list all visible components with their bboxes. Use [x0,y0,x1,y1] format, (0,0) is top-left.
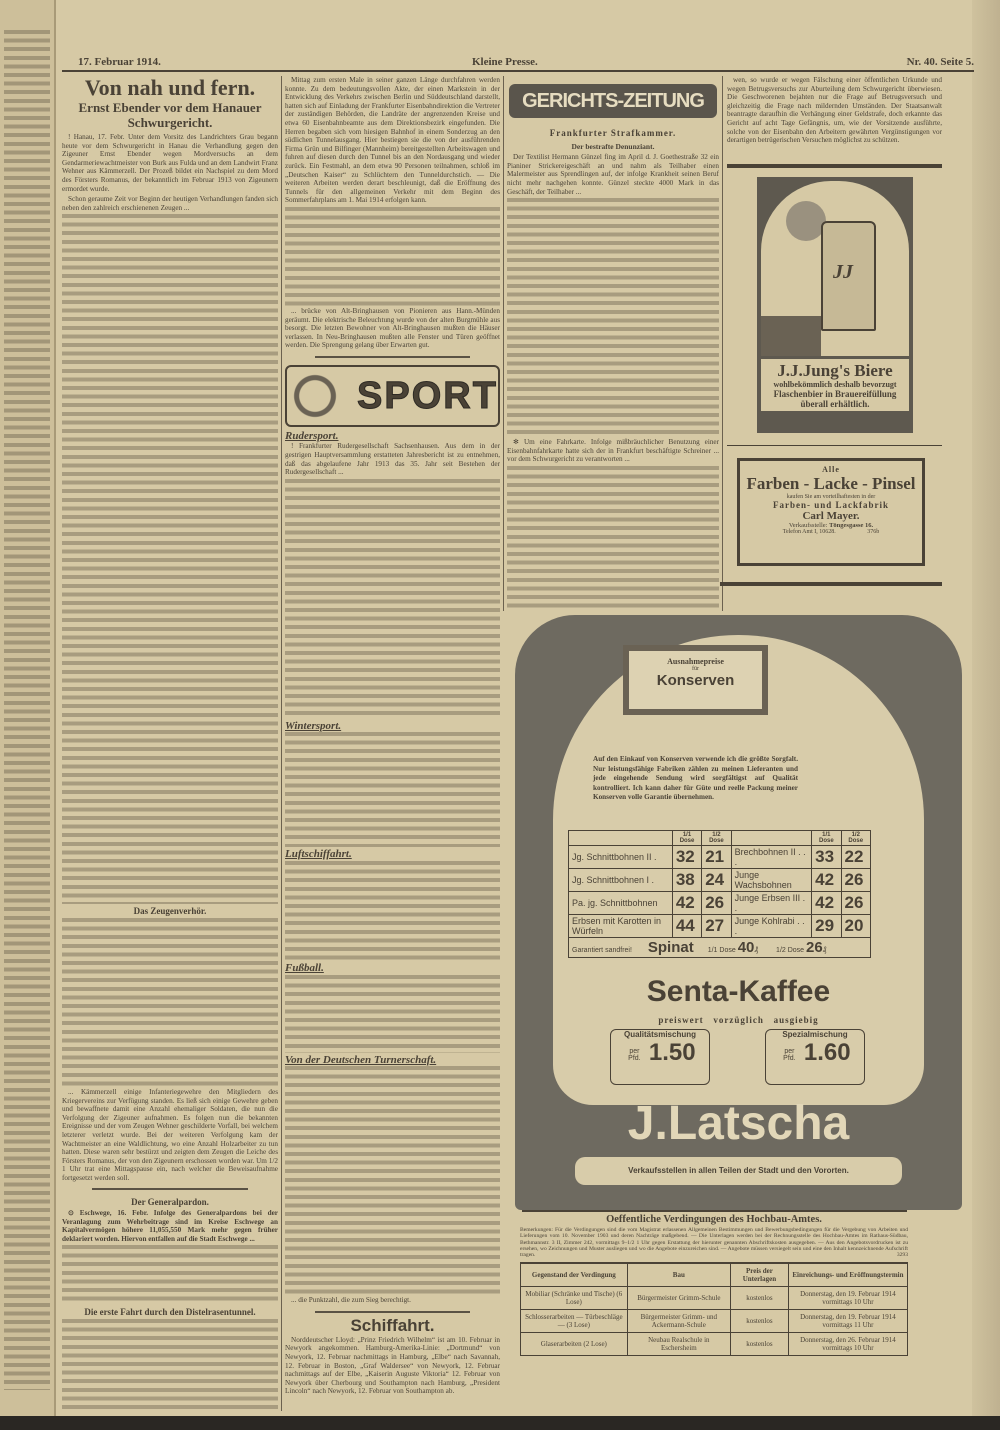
ad-address: Töngesgasse 16. [829,522,874,529]
product-name: Brechbohnen II . . . [731,846,812,869]
article-subhead: Das Zeugenverhör. [133,906,207,917]
carl-mayer-ad [737,458,925,566]
table-cell: Bürgermeister Grimm-Schule [627,1287,730,1310]
ad-line: Farben- und Lackfabrik [772,500,890,510]
article-paragraph: Der Textilist Hermann Günzel fing im April d. J. Goethestraße 32 ein Pianiner Strickereigeschäft an und nahm als Teilhaber einen Malermeister aus Sprendlingen auf, der infolge Krankheit seinen Beruf nicht mehr nachgehen konnte. Günzel steckte 4000 Mark in das Geschäft, der Teilhaber ... [507,153,719,196]
sign-line: für [692,666,699,672]
article-title: Der Generalpardon. [131,1197,209,1208]
price-full: 33 [812,846,841,869]
spinat-price-full: 40 [737,939,755,956]
table-cell: Donnerstag, den 26. Februar 1914 vormittags 10 Uhr [788,1333,907,1356]
column-1 [62,76,278,1411]
coffee-price: 1.50 [648,1039,696,1066]
ad-phone: Telefon Amt I, 10628. [782,529,836,535]
price-half: 24 [702,869,731,892]
article-paragraph: Schon geraume Zeit vor Beginn der heutigen Verhandlungen fanden sich neben den zahlreich erschienenen Zeugen ... [62,195,278,212]
section-luftschiffahrt: Luftschiffahrt. [285,848,352,861]
konserven-price-table [568,830,871,958]
verdingungen-section [520,1214,908,1356]
product-name: Junge Erbsen III . . [731,892,812,915]
table-header: Einreichungs- und Eröffnungstermin [788,1263,907,1287]
table-row [521,1287,908,1310]
section-rudersport: Rudersport. [285,429,339,442]
article-title: Die erste Fahrt durch den Distelrasentunnel. [84,1307,256,1318]
table-row [521,1310,908,1333]
spinat-note: Garantiert sandfrei! [572,947,632,954]
column-3 [507,80,719,610]
latscha-footer: Verkaufsstellen in allen Teilen der Stadt und den Vororten. [575,1157,902,1185]
coffee-unit: per Pfd. [783,1048,796,1062]
price-full: 32 [672,846,701,869]
article-paragraph: ... brücke von Alt-Bringhausen von Pionieren aus Hann.-Münden geräumt. Die elektrische Beleuchtung wurde von der alten Burgmühle aus besorgt. Die letzten Bewohner von Alt-Bringhausen mußten die Häuser verlassen. In Neu-Bringhausen mußten alle Fenster und Türen geöffnet werden. Die Sprengung gelang über Erwarten gut. [285,306,500,350]
jung-beer-ad [757,177,913,433]
table-header: Bau [627,1263,730,1287]
article-paragraph: ... die Punktzahl, die zum Sieg berechtigt. [291,1296,411,1305]
page-edge [972,0,1000,1430]
article-paragraph: wen, so wurde er wegen Fälschung einer öffentlichen Urkunde und wegen Betrugsversuchs zur Aburteilung dem Schwurgericht überwiesen. Die Geschworenen bejahten nur die Frage auf Betrugsversuch und gleichzeitig die Frage nach mildernden Umständen. Der Staatsanwalt beantragte daraufhin die Verhängung einer Geldstrafe, doch erkannte das Gericht auf acht Tage Gefängnis, um, wie der Vorsitzende ausführte, solche von der Eisenbahn den Arbeitern gewährten Vergünstigungen vor derartigen betrügerischen Versuchen möglichst zu schützen. [727,76,942,145]
ad-code: 376b [867,529,880,535]
sign-main: Konserven [656,672,735,689]
coffee-price-box [765,1029,865,1085]
col-full: 1/1 Dose [672,831,701,846]
latscha-ad [515,615,962,1210]
price-full: 29 [812,915,841,938]
price-half: 26 [841,892,870,915]
spinat-label: Spinat [647,939,694,956]
price-half: 21 [702,846,731,869]
table-cell: Mobiliar (Schränke und Tische) (6 Lose) [521,1287,628,1310]
spinat-unit: 1/1 Dose [707,947,736,954]
ad-line: wohlbekömmlich deshalb bevorzugt [773,380,897,389]
verdingungen-table [520,1262,908,1356]
article-title: Ernst Ebender vor dem Hanauer Schwurgericht. [78,100,262,130]
price-half: 22 [841,846,870,869]
notice-code: 3293 [896,1252,908,1259]
price-half: 26 [841,869,870,892]
coffee-tagline: preiswert vorzüglich ausgiebig [658,1015,819,1025]
table-cell: kostenlos [730,1287,788,1310]
table-cell: Donnerstag, den 19. Februar 1914 vormittags 10 Uhr [788,1287,907,1310]
page-header [62,56,974,72]
section-fussball: Fußball. [285,962,324,975]
price-half: 26 [702,892,731,915]
article-paragraph: Norddeutscher Lloyd: „Prinz Friedrich Wilhelm“ ist am 10. Februar in Newyork angekommen. Hamburg-Amerika-Linie: „Dortmund“ von Newyork, 12. Februar nachmittags in Hamburg, „Elbe“ nach Savannah, 12. Februar in Boston, „Graf Waldersee“ von Newyork, 12. Februar nachmittags auf der Elbe, „Kaiserin Auguste Viktoria“ 12. Februar von Newyork über Cherbourg und Southampton nach Hamburg, „President Lincoln“ nach Newyork, 12. Februar von Southampton ab. [285,1335,500,1396]
sport-title: SPORT [357,374,498,417]
table-row [521,1333,908,1356]
coffee-unit: per Pfd. [628,1048,641,1062]
article-paragraph: ⊙ Eschwege, 16. Febr. Infolge des Generalpardons bei der Veranlagung zum Wehrbeitrage sind im Kreise Eschwege an Kapitalvermögen höhere 11,055,550 Mark mehr gegen früher deklariert worden. Hiervon entfallen auf die Stadt Eschwege ... [62,1209,278,1243]
beer-illustration [761,181,909,356]
section-turnerschaft: Von der Deutschen Turnerschaft. [285,1053,437,1066]
price-row [569,846,871,869]
article-paragraph: Mittag zum ersten Male in seiner ganzen Länge durchfahren werden konnte. Zu dem bedeutungsvollen Akte, der einen Markstein in der Entwicklung des Verkehrs zwischen Berlin und Süddeutschland darstellt, hatten sich auf Einladung der Frankfurter Eisenbahndirektion die Vertreter der zuständigen Behörden, die Landräte der angrenzenden Kreise und etwa 60 Eisenbahnbeamte aus dem Direktionsbezirk eingefunden. Die Herren begaben sich vom hiesigen Bahnhof in einem Sonderzug an den südlichen Tunnelausgang. Hier bestiegen sie die von der ausführenden Firma Grün und Bilfinger (Mannheim) bereitgestellten Arbeitswagen und fuhren auf diesen durch den Tunnel bis an den Nordausgang und wieder zurück. Ein Festmahl, an dem etwa 90 Personen teilnahmen, schloß im „Deutschen Kaiser“ zu Schlüchtern den Tunneldurchstich. — Die weiteren Arbeiten werden derart beschleunigt, daß die Eröffnung des Tunnels für den allgemeinen Verkehr mit dem Beginn des Sommerfahrplans am 1. Mai 1914 erfolgen kann. [285,76,500,205]
table-cell: kostenlos [730,1333,788,1356]
section-title: Frankfurter Strafkammer. [549,128,677,138]
table-cell: kostenlos [730,1310,788,1333]
section-headline: Von nah und fern. [84,76,256,100]
spinat-row [569,938,871,958]
price-row [569,915,871,938]
currency-unit: ₰ [754,947,759,954]
table-cell: Donnerstag, den 19. Februar 1914 vormittags 11 Uhr [788,1310,907,1333]
table-header: Gegenstand der Verdingung [521,1263,628,1287]
section-title: Oeffentliche Verdingungen des Hochbau-Amtes. [606,1214,822,1225]
product-name: Erbsen mit Karotten in Würfeln [569,915,673,938]
gerichts-zeitung-banner: GERICHTS-ZEITUNG [509,84,717,118]
price-row [569,892,871,915]
column-4 [727,76,942,166]
col-half: 1/2 Dose [841,831,870,846]
ad-line: kaufen Sie am vorteilhaftesten in der [786,494,876,500]
ad-address-label: Verkaufsstelle: [788,522,828,529]
price-half: 20 [841,915,870,938]
price-full: 42 [812,892,841,915]
article-paragraph: ! Hanau, 17. Febr. Unter dem Vorsitz des Landrichters Grau begann heute vor dem Schwurgericht in Hanau die Verhandlung gegen den Zigeuner Ernst Ebender wegen Mordversuchs an dem Gendarmeriewachtmeister von Burk aus Fulda und an dem Landwirt Franz Wehner aus Kämmerzell. Der Prozeß bildet ein Nachspiel zu dem Mord des Försters Romanus, der bekanntlich im Februar 1913 von Zigeunern ermordet wurde. [62,133,278,193]
ad-line: Alle [822,465,840,474]
price-full: 38 [672,869,701,892]
column-2 [285,76,500,1411]
adjacent-page-strip [0,0,56,1430]
table-cell: Glaserarbeiten (2 Lose) [521,1333,628,1356]
price-half: 27 [702,915,731,938]
section-schiffahrt: Schiffahrt. [350,1315,435,1335]
coffee-headline: Senta-Kaffee [646,975,831,1008]
konserven-sign [623,645,768,715]
price-full: 42 [812,869,841,892]
ad-company: Carl Mayer. [802,510,860,522]
price-row [569,869,871,892]
ad-text: Auf den Einkauf von Konserven verwende ich die größte Sorgfalt. Nur leistungsfähige Fabriken zählen zu meinen Lieferanten und jede eingehende Sendung wird sorgfältigst auf Qualität kontrolliert. Ich kann daher für Güte und reelle Packung meiner Konserven volle Garantie übernehmen. [593,755,798,801]
sign-line: Ausnahmepreise [667,657,724,666]
jj-monogram: JJ [833,261,853,283]
col-full: 1/1 Dose [812,831,841,846]
scan-border [0,1416,1000,1430]
coffee-mix-name: Spezialmischung [782,1030,848,1039]
ad-line: Flaschenbier in Brauereifüllung [773,389,897,399]
coffee-mix-name: Qualitätsmischung [623,1030,696,1039]
table-header: Preis der Unterlagen [730,1263,788,1287]
ad-brand: J.J.Jung's Biere [777,361,893,380]
price-full: 44 [672,915,701,938]
notice-text: Bemerkungen: Für die Verdingungen sind die vom Magistrat erlassenen Allgemeinen Bestimmungen und Bewerbungsbedingungen für die Vergebung von Arbeiten und Lieferungen vom 10. November 1903 und deren Nachträge maßgebend. — Die Unterlagen werden bei der Rechnungsstelle des Hochbau-Amtes im Rathaus-Südbau, Bethmannstr. 3 II, Zimmer 242, vormittags 9–1/2 1 Uhr gegen Erstattung der hierunter genannten Abschriftskosten ausgegeben. — Aus den Angebotsvordrucken ist zu ersehen, wo Zeichnungen und Muster ausliegen und wo die Angebote einzureichen sind. — Angebote müssen versiegelt sein und eine den Inhalt kennzeichnende Aufschrift tragen. [520,1227,908,1259]
ad-line: überall erhältlich. [800,399,870,409]
spinat-unit: 1/2 Dose [776,947,805,954]
spinat-price-half: 26 [806,939,823,956]
latscha-brand: J.Latscha [627,1097,850,1150]
article-title: Der bestrafte Denunziant. [571,141,655,151]
product-name: Pa. jg. Schnittbohnen [569,892,673,915]
header-paper-name: Kleine Presse. [472,56,538,68]
article-paragraph: ... Kämmerzell einige Infanteriegewehre den Mitgliedern des Kriegervereins zur Verfügung standen. Es ließ sich einige Gewehre geben und bewaffnete damit eine Anzahl ehemaliger Soldaten, die nun die Verfolgung der Zigeuner aufnahmen. Es folgen nun die bekannten Ereignisse und der vom Zeugen Wehner geschilderte Vorfall, bei welchem letzterer verletzt wurde. Bei der weiteren Verfolgung kam der Wachtmeister an eine Waldlichtung, wo eine Anzahl Holzarbeiter zu tun hatten. Diese waren sehr bestürzt und zeigten dem Zeugen die Leiche des Försters Romanus, der von den Zigeunern erschossen worden war. Um 1/2 1 Uhr trat eine Mittagspause ein, nach welcher die Beweisaufnahme fortgesetzt werden soll. [62,1087,278,1182]
product-name: Jg. Schnittbohnen II . [569,846,673,869]
sport-banner [285,365,500,427]
product-name: Junge Wachsbohnen [731,869,812,892]
article-paragraph: ! Frankfurter Rudergesellschaft Sachsenhausen. Aus dem in der gestrigen Hauptversammlung erstatteten Jahresbericht ist zu entnehmen, daß das abgelaufene Jahr 1913 das 35. Jahr seit Bestehen der Rudergesellschaft ... [285,442,500,477]
athlete-illustration-icon [287,367,357,425]
product-name: Jg. Schnittbohnen I . [569,869,673,892]
price-full: 42 [672,892,701,915]
table-cell: Bürgermeister Grimm- und Ackermann-Schule [627,1310,730,1333]
article-paragraph: ✻ Um eine Fahrkarte. Infolge mißbräuchlicher Benutzung einer Eisenbahnfahrkarte hatte sich der in Frankfurt beschäftigte Schreiner ... vor dem Schwurgericht zu verantworten ... [507,438,719,464]
coffee-price: 1.60 [803,1039,851,1066]
ad-headline: Farben - Lacke - Pinsel [746,474,916,493]
col-half: 1/2 Dose [702,831,731,846]
coffee-price-box [610,1029,710,1085]
table-cell: Schlosserarbeiten — Türbeschläge — (3 Lose) [521,1310,628,1333]
header-issue: Nr. 40. Seite 5. [906,56,974,68]
currency-unit: ₰ [822,947,827,954]
table-cell: Neubau Realschule in Eschersheim [627,1333,730,1356]
header-date: 17. Februar 1914. [78,56,161,68]
product-name: Junge Kohlrabi . . . [731,915,812,938]
section-wintersport: Wintersport. [285,719,342,732]
